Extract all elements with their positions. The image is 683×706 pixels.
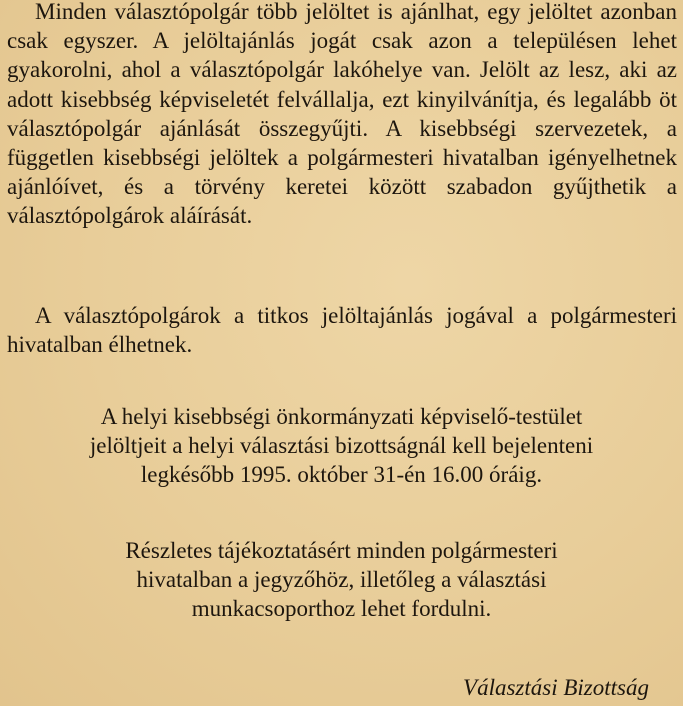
notice-deadline	[0, 402, 683, 490]
signature: Választási Bizottság	[463, 675, 649, 700]
notice-deadline-line: legkésőbb 1995. október 31-én 16.00 óráig.	[140, 462, 543, 488]
body-paragraph-secret-nomination: A választópolgárok a titkos jelöltajánlás jogával a polgármesteri hivatalban élhetnek.	[7, 303, 677, 358]
notice-information-line: munkacsoporthoz lehet fordulni.	[191, 596, 492, 622]
notice-information	[0, 536, 683, 624]
body-paragraph-nomination: Minden választópolgár több jelöltet is ajánlhat, egy jelöltet azonban csak egyszer. A jelöltajánlás jogát csak azon a településen lehet gyakorolni, ahol a választópolgár lakóhelye van. Jelölt az lesz, aki az adott kisebbség képviseletét felvállalja, ezt kinyilvánítja, és legalább öt választópolgár ajánlását összegyűjti. A kisebbségi szervezetek, a független kisebbségi jelöltek a polgármesteri hivatalban igényelhetnek ajánlóívet, és a törvény keretei között szabadon gyűjthetik a választópolgárok aláírását.	[7, 0, 677, 229]
notice-deadline-line: A helyi kisebbségi önkormányzati képviselő-testület	[100, 404, 583, 429]
notice-information-line: hivatalban a jegyzőhöz, illetőleg a választási	[136, 567, 547, 593]
notice-information-line: Részletes tájékoztatásért minden polgármesteri	[125, 538, 558, 563]
notice-deadline-line: jelöltjeit a helyi választási bizottságnál kell bejelenteni	[89, 433, 594, 459]
